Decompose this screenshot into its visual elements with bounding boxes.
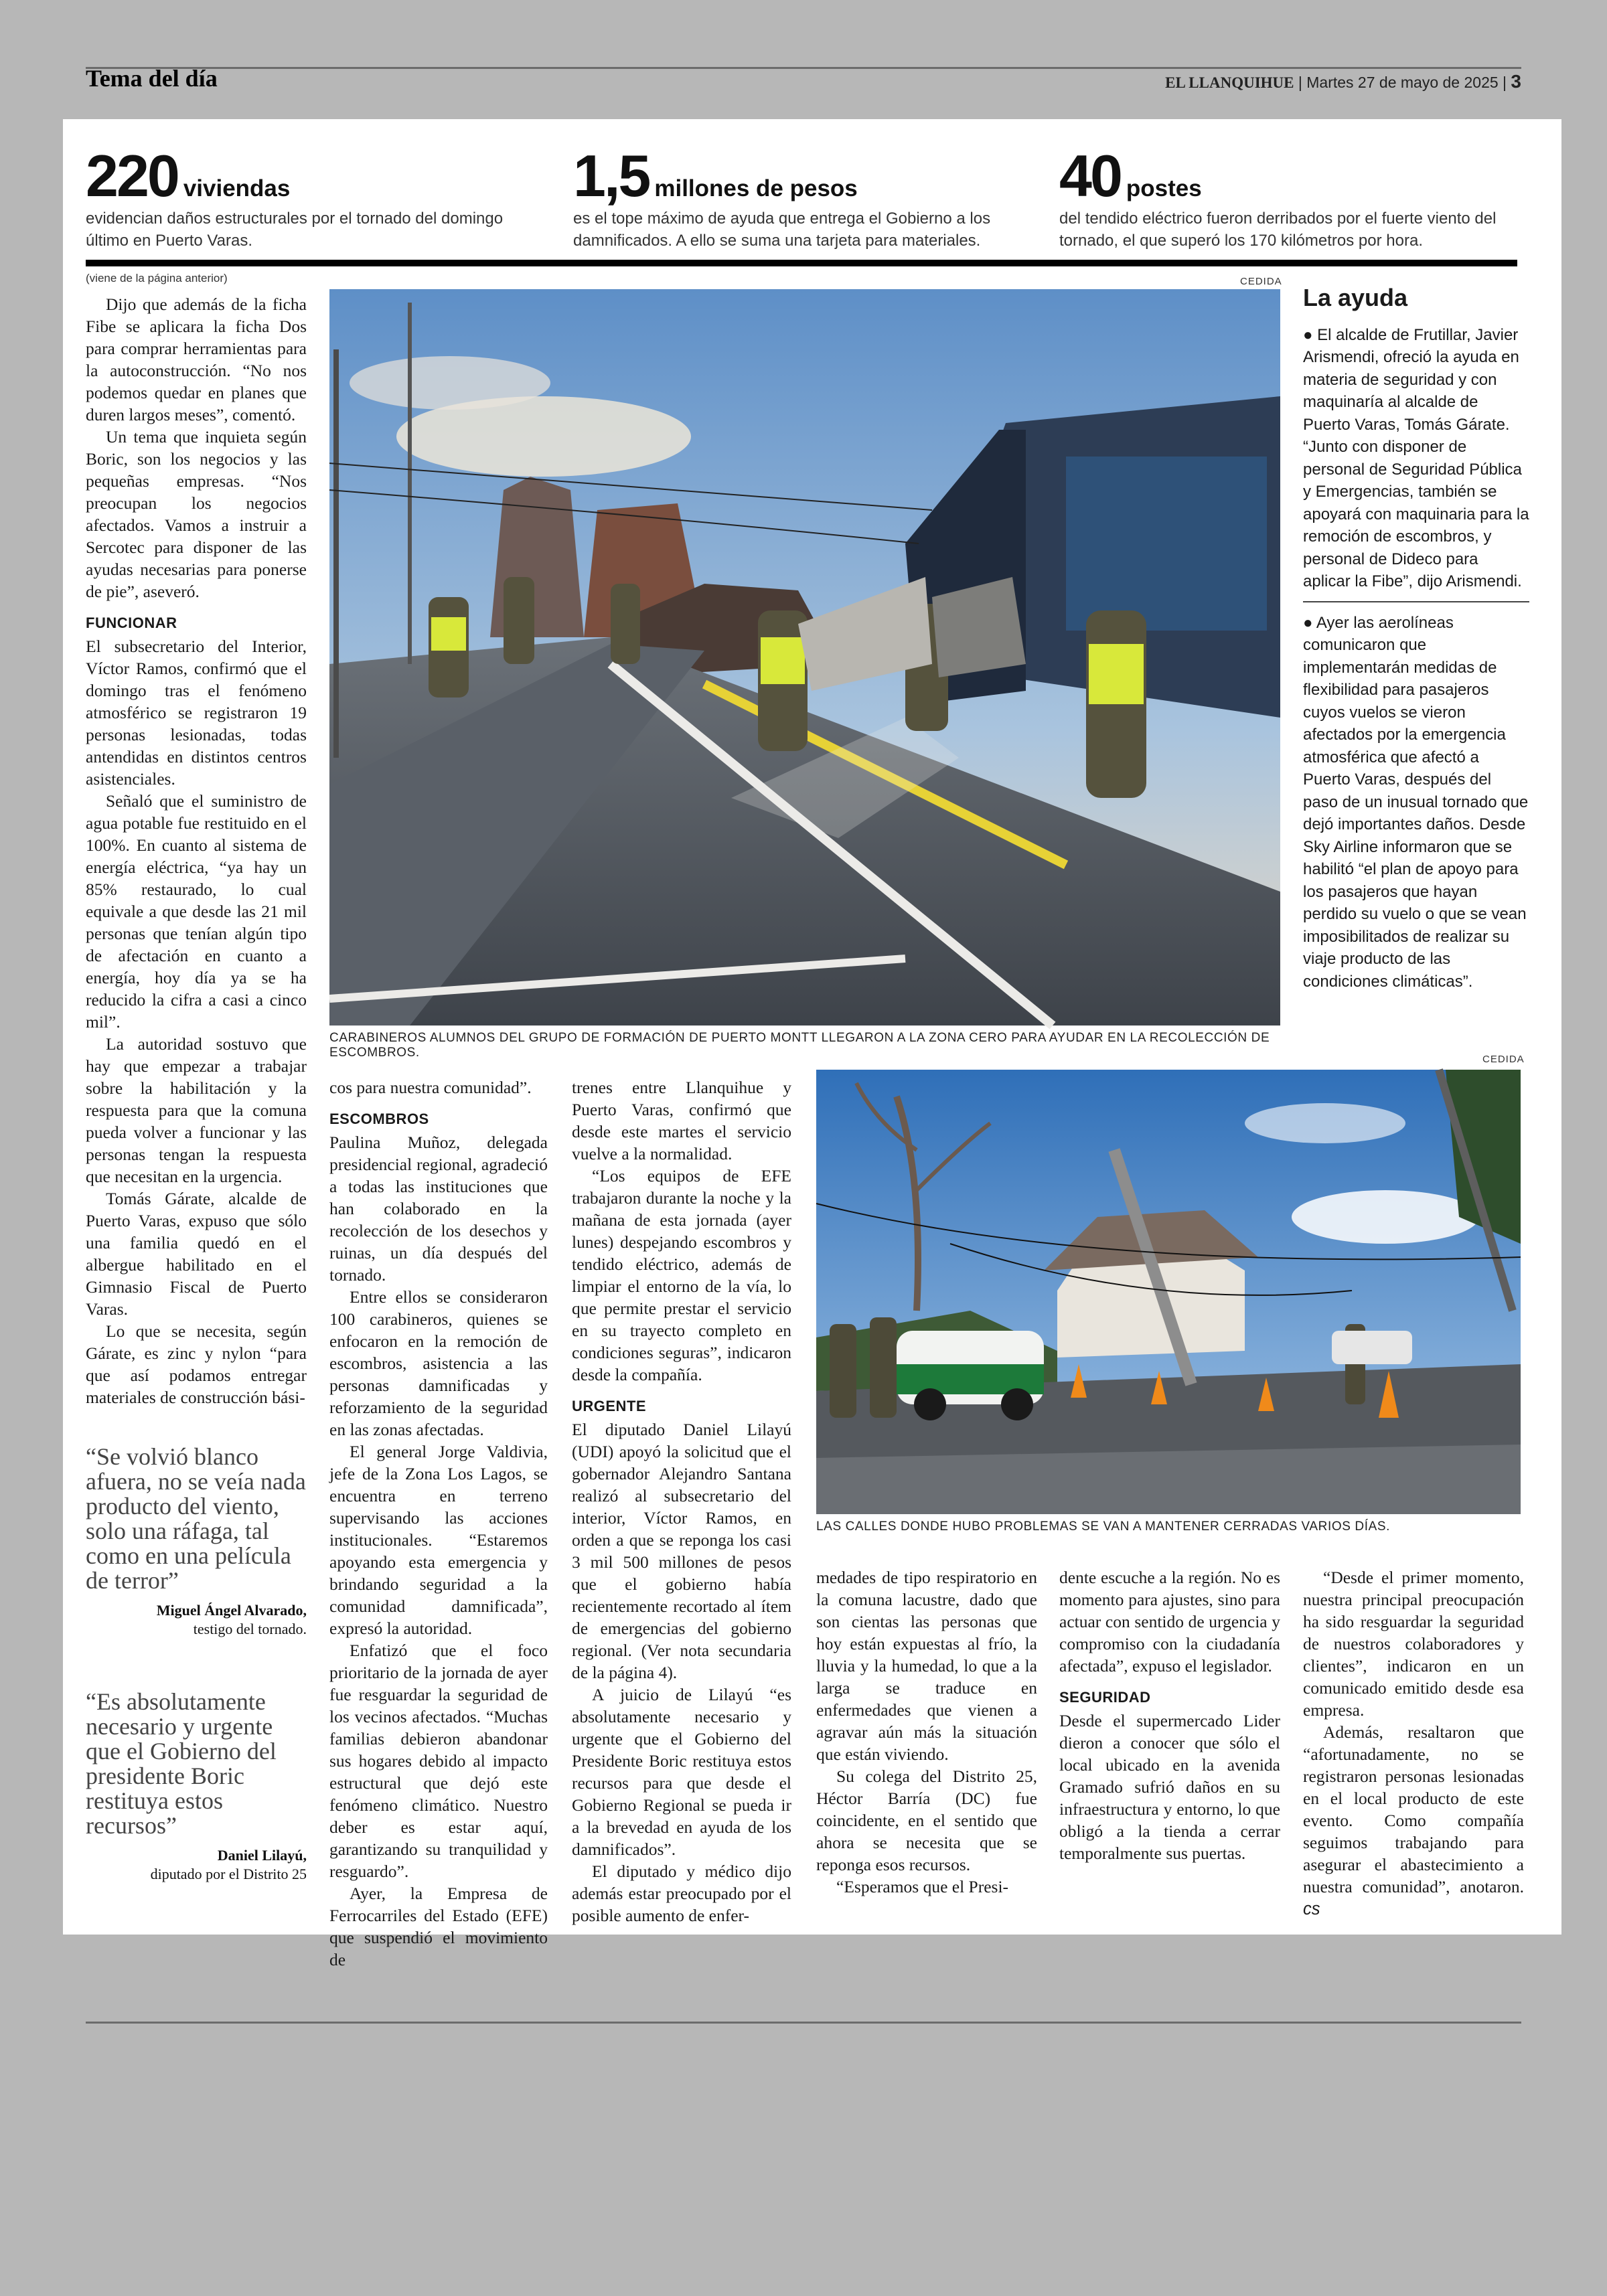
quote-name: Daniel Lilayú, bbox=[217, 1847, 307, 1864]
sidebar-item bbox=[1303, 324, 1529, 593]
paragraph: El subsecretario del Interior, Víctor Ramos, confirmó que el domingo tras el fenómeno atmosférico se registraron 19 personas lesionadas, todas antendidas en distintos centros asistenciales. bbox=[86, 637, 307, 789]
paragraph bbox=[1303, 1721, 1524, 1920]
stat-description: es el tope máximo de ayuda que entrega el Gobierno a los damnificados. A ello se suma una tarjeta para materiales. bbox=[573, 210, 991, 250]
pull-quote-lilayu bbox=[86, 1690, 307, 1884]
photo-carabineros-image bbox=[329, 289, 1280, 1026]
sidebar-item bbox=[1303, 612, 1529, 993]
stat-unit: viviendas bbox=[183, 175, 291, 201]
newspaper-name: EL LLANQUIHUE bbox=[1165, 74, 1294, 91]
pull-quote-alvarado bbox=[86, 1445, 307, 1639]
paragraph-text: Además, resaltaron que “afortunadamente, no se registraron personas lesionadas en el local producto de este evento. Como compañía seguimos trabajando para asegurar el abastecimiento a nuestra comunidad”, anotaron. bbox=[1303, 1722, 1524, 1896]
quote-text: “Es absolutamente necesario y urgente que el Gobierno del presidente Boric restituya estos recursos” bbox=[86, 1688, 277, 1839]
paragraph: trenes entre Llanquihue y Puerto Varas, confirmó que desde este martes el servicio vuelve a la normalidad. bbox=[572, 1078, 791, 1163]
subheading: SEGURIDAD bbox=[1059, 1689, 1151, 1706]
newspaper-page bbox=[63, 119, 1561, 1969]
end-mark: cs bbox=[1303, 1900, 1320, 1918]
folio bbox=[1165, 71, 1521, 92]
quote-role: testigo del tornado. bbox=[193, 1621, 307, 1637]
paragraph: cos para nuestra comunidad”. bbox=[329, 1078, 532, 1097]
sidebar-la-ayuda bbox=[1303, 286, 1529, 993]
paragraph: La autoridad sostuvo que hay que empezar a trabajar sobre la habilitación y la respuesta para que la comuna pueda volver a funcionar y las personas tengan la respuesta que necesitan en la urgencia. bbox=[86, 1034, 307, 1186]
stat-unit: postes bbox=[1126, 175, 1202, 201]
stat-description: evidencian daños estructurales por el tornado del domingo último en Puerto Varas. bbox=[86, 210, 504, 250]
folio-separator: | bbox=[1503, 74, 1511, 91]
paragraph: Ayer, la Empresa de Ferrocarriles del Estado (EFE) que suspendió el movimiento de bbox=[329, 1884, 548, 1969]
article-column-4 bbox=[816, 1566, 1037, 1898]
paragraph: medades de tipo respiratorio en la comuna lacustre, dado que son cientas las personas que hoy están expuestas al frío, la lluvia y la humedad, lo que a la larga se traduce en enfermedades que vienen a agravar aún más la situación que están viviendo. bbox=[816, 1568, 1037, 1764]
paragraph: El diputado y médico dijo además estar preocupado por el posible aumento de enfer- bbox=[572, 1862, 791, 1925]
continued-note: (viene de la página anterior) bbox=[86, 272, 228, 284]
paragraph: “Esperamos que el Presi- bbox=[836, 1877, 1009, 1896]
article-column-3 bbox=[572, 1076, 791, 1926]
photo-carabineros-street bbox=[329, 289, 1280, 1026]
page-number: 3 bbox=[1511, 71, 1521, 92]
stat-number: 1,5 bbox=[573, 143, 649, 209]
photo-caption: LAS CALLES DONDE HUBO PROBLEMAS SE VAN A MANTENER CERRADAS VARIOS DÍAS. bbox=[816, 1520, 1391, 1534]
paragraph: Paulina Muñoz, delegada presidencial regional, agradeció a todas las instituciones que han colaborado en la recolección de los desechos y ruinas, un día después del tornado. bbox=[329, 1133, 548, 1285]
subheading: ESCOMBROS bbox=[329, 1111, 429, 1127]
stat-unit: millones de pesos bbox=[654, 175, 858, 201]
paragraph: Un tema que inquieta según Boric, son los negocios y las pequeñas empresas. “Nos preocupan los negocios afectados. Vamos a instruir a Sercotec para disponer de las ayudas necesarias para ponerse de pie”, aseveró. bbox=[86, 427, 307, 601]
top-rule bbox=[86, 67, 1521, 69]
paragraph: “Desde el primer momento, nuestra principal preocupación ha sido resguardar la seguridad de nuestros colaboradores y clientes”, indicaron en un comunicado emitido desde esa empresa. bbox=[1303, 1568, 1524, 1720]
paragraph: Lo que se necesita, según Gárate, es zinc y nylon “para que así podamos entregar materiales de construcción bási- bbox=[86, 1321, 307, 1407]
quote-name: Miguel Ángel Alvarado, bbox=[156, 1602, 307, 1619]
stat-postes bbox=[1059, 143, 1521, 252]
photo-credit: CEDIDA bbox=[1240, 276, 1282, 287]
bottom-rule bbox=[86, 2022, 1521, 2024]
bullet-icon: ● bbox=[1303, 325, 1318, 344]
article-column-2 bbox=[329, 1076, 548, 1971]
article-column-6 bbox=[1303, 1566, 1524, 1920]
photo-fallen-pole bbox=[816, 1070, 1521, 1514]
sidebar-title: La ayuda bbox=[1303, 284, 1408, 311]
paragraph: Su colega del Distrito 25, Héctor Barría (DC) fue coincidente, en el sentido que ahora se necesita que se reponga esos recursos. bbox=[816, 1767, 1037, 1874]
subheading: URGENTE bbox=[572, 1398, 647, 1414]
sidebar-divider bbox=[1303, 601, 1529, 602]
stat-description: del tendido eléctrico fueron derribados por el fuerte viento del tornado, el que superó los 170 kilómetros por hora. bbox=[1059, 210, 1497, 250]
quote-text: “Se volvió blanco afuera, no se veía nada producto del viento, solo una ráfaga, tal como en una película de terror” bbox=[86, 1443, 306, 1594]
bullet-icon: ● bbox=[1303, 613, 1316, 632]
stat-number: 40 bbox=[1059, 143, 1121, 209]
paragraph: Enfatizó que el foco prioritario de la jornada de ayer fue resguardar la seguridad de los vecinos afectados. “Muchas familias debieron abandonar sus hogares debido al impacto estructural que dejó este fenómeno climático. Nuestro deber es estar aquí, garantizando su tranquilidad y resguardo”. bbox=[329, 1641, 548, 1881]
paragraph: dente escuche a la región. No es momento para ajustes, sino para actuar con sentido de urgencia y compromiso con la ciudadanía afectada”, expuso el legislador. bbox=[1059, 1568, 1280, 1675]
article-column-1 bbox=[86, 293, 307, 1408]
sidebar-item-text: El alcalde de Frutillar, Javier Arismendi, ofreció la ayuda en materia de seguridad y con maquinaría al alcalde de Puerto Varas, Tomás Gárate. “Junto con disponer de personal de Seguridad Pública y Emergencias, también se apoyará con maquinaria para la remoción de escombros, y personal de Dideco para aplicar la Fibe”, dijo Arismendi. bbox=[1303, 325, 1529, 590]
paragraph: “Los equipos de EFE trabajaron durante la noche y la mañana de esta jornada (ayer lunes) despejando escombros y tendido eléctrico, además de limpiar el entorno de la vía, lo que permite prestar el servicio en su trayecto completo en condiciones seguras”, indicaron desde la compañía. bbox=[572, 1166, 791, 1384]
paragraph: Desde el supermercado Lider dieron a conocer que sólo el local ubicado en la avenida Gramado sufrió daños en su infraestructura y entorno, lo que obligó a la tienda a cerrar temporalmente sus puertas. bbox=[1059, 1711, 1280, 1863]
paragraph: Señaló que el suministro de agua potable fue restituido en el 100%. En cuanto al sistema de energía eléctrica, “ya hay un 85% restaurado, lo cual equivale a que desde las 21 mil personas que tenían algún tipo de afectación en cuanto a energía, hoy día ya se ha reducido la cifra a casi a cinco mil”. bbox=[86, 791, 307, 1032]
issue-date: Martes 27 de mayo de 2025 bbox=[1306, 74, 1499, 91]
paragraph: El general Jorge Valdivia, jefe de la Zona Los Lagos, se encuentra en terreno supervisando las acciones institucionales. “Estaremos apoyando esta emergencia y brindando seguridad a la comunidad damnificada”, expresó la autoridad. bbox=[329, 1442, 548, 1638]
stat-pesos bbox=[573, 143, 1035, 252]
quote-role: diputado por el Distrito 25 bbox=[150, 1866, 307, 1882]
paragraph: Entre ellos se consideraron 100 carabineros, quienes se enfocaron en la remoción de escombros, asistencia a las personas damnificadas y reforzamiento de la seguridad en las zonas afectadas. bbox=[329, 1287, 548, 1439]
paragraph: Tomás Gárate, alcalde de Puerto Varas, expuso que sólo una familia quedó en el albergue habilitado en el Gimnasio Fiscal de Puerto Varas. bbox=[86, 1189, 307, 1319]
sidebar-item-text: Ayer las aerolíneas comunicaron que implementarán medidas de flexibilidad para pasajeros cuyos vuelos se vieron afectados por la emergencia atmosférica que afectó a Puerto Varas, después del paso de un inusual tornado que dejó importantes daños. Desde Sky Airline informaron que se habilitó “el plan de apoyo para los pasajeros que hayan perdido su vuelo o que se vean imposibilitados de realizar su viaje producto de las condiciones climáticas”. bbox=[1303, 613, 1529, 991]
photo-credit: CEDIDA bbox=[1482, 1054, 1525, 1065]
paragraph: Dijo que además de la ficha Fibe se aplicara la ficha Dos para comprar herramientas para la autoconstrucción. “No nos podemos quedar en planes que duren largos meses”, comentó. bbox=[86, 295, 307, 424]
section-title: Tema del día bbox=[86, 65, 218, 92]
paragraph: El diputado Daniel Lilayú (UDI) apoyó la solicitud que el gobernador Alejandro Santana realizó al subsecretario del interior, Víctor Ramos, en orden a que se reponga los casi 3 mil 500 millones de pesos que el gobierno había recientemente recortado al ítem de emergencias del gobierno regional. (Ver nota secundaria de la página 4). bbox=[572, 1420, 791, 1682]
paragraph: A juicio de Lilayú “es absolutamente necesario y urgente que el Gobierno del Presidente Boric restituya estos recursos para que desde el Gobierno Regional se pueda ir a la brevedad en ayuda de los damnificados”. bbox=[572, 1685, 791, 1859]
folio-separator: | bbox=[1298, 74, 1307, 91]
stat-number: 220 bbox=[86, 143, 178, 209]
photo-caption: CARABINEROS ALUMNOS DEL GRUPO DE FORMACIÓN DE PUERTO MONTT LLEGARON A LA ZONA CERO PARA AYUDAR EN LA RECOLECCIÓN DE ESCOMBROS. bbox=[329, 1031, 1270, 1060]
quote-attribution bbox=[86, 1846, 307, 1884]
article-column-5 bbox=[1059, 1566, 1280, 1864]
stats-divider bbox=[86, 260, 1517, 266]
subheading: FUNCIONAR bbox=[86, 614, 177, 631]
photo-fallen-pole-image bbox=[816, 1070, 1521, 1514]
quote-attribution bbox=[86, 1601, 307, 1639]
stat-viviendas bbox=[86, 143, 548, 252]
